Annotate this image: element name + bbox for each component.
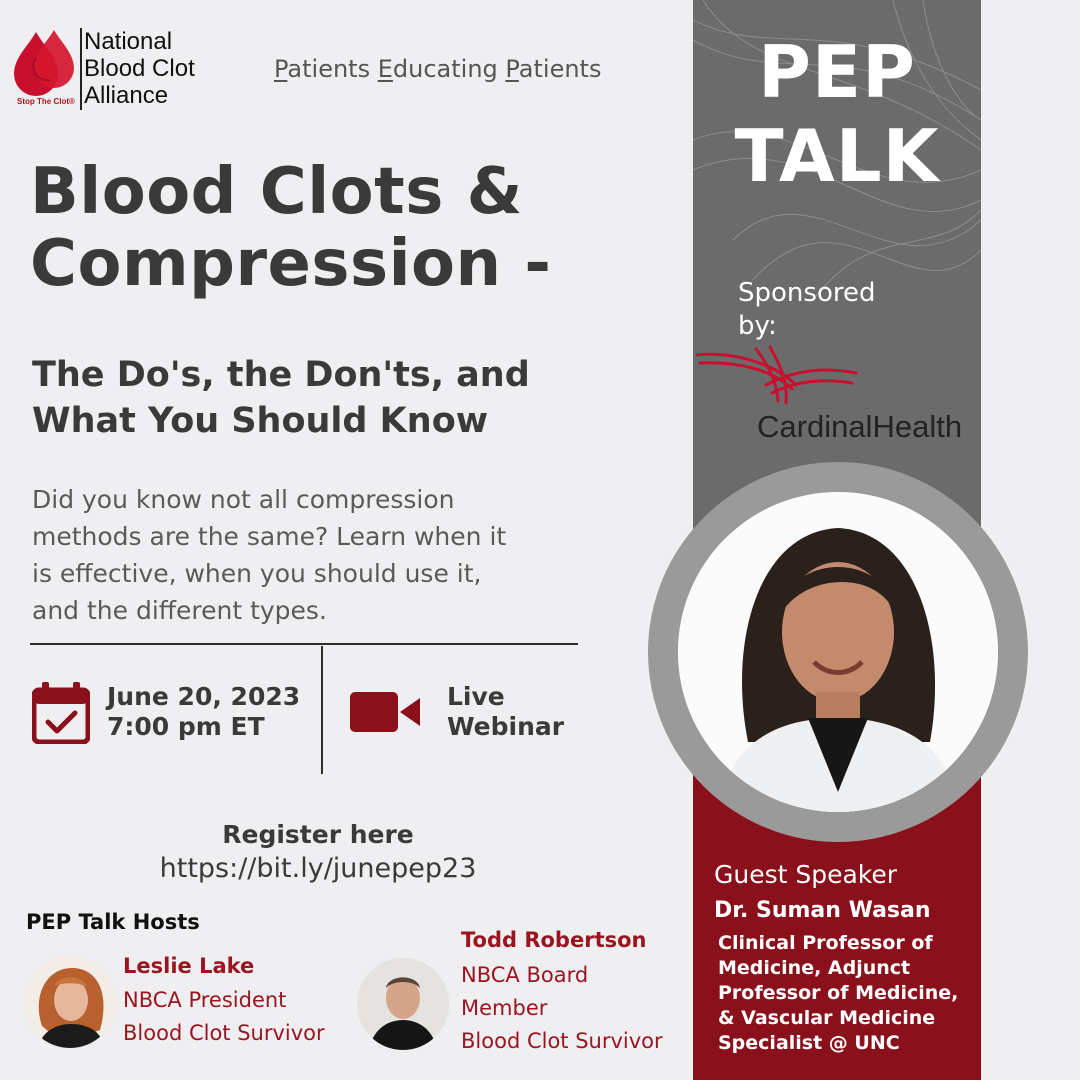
logo-line: Alliance xyxy=(84,82,169,109)
logo-tagline: Stop The Clot® xyxy=(17,97,75,106)
hosts-heading: PEP Talk Hosts xyxy=(26,910,200,934)
host-details xyxy=(461,959,663,1058)
sponsor-name xyxy=(757,409,962,445)
avatar xyxy=(357,958,449,1050)
register-label: Register here xyxy=(222,820,414,849)
program-tagline xyxy=(274,55,601,83)
page-subtitle xyxy=(32,352,652,444)
sponsor-name-part: Health xyxy=(872,409,963,444)
tagline-word: atients xyxy=(287,55,378,83)
tagline-initial: P xyxy=(505,55,519,83)
logo-divider xyxy=(80,28,82,110)
description-line: Did you know not all compression xyxy=(32,485,455,514)
description-line: methods are the same? Learn when it xyxy=(32,522,507,551)
host-detail-line: Blood Clot Survivor xyxy=(123,1021,325,1045)
description-line: is effective, when you should use it, xyxy=(32,559,482,588)
logo-line: Blood Clot xyxy=(84,55,195,82)
sponsored-by-label xyxy=(738,277,875,343)
pep-title-line: PEP xyxy=(758,30,916,114)
subtitle-line: The Do's, the Don'ts, and xyxy=(32,355,530,395)
video-camera-icon xyxy=(350,690,422,734)
host-name: Todd Robertson xyxy=(461,928,647,952)
host-name: Leslie Lake xyxy=(123,954,255,978)
logo-wordmark xyxy=(84,28,195,109)
tagline-word: ducating xyxy=(392,55,506,83)
credential-line: Clinical Professor of xyxy=(718,932,933,954)
sponsored-line: by: xyxy=(738,311,777,341)
speaker-portrait xyxy=(678,492,998,812)
event-date: June 20, 2023 xyxy=(107,682,301,711)
registration-block xyxy=(0,818,636,887)
pep-title-line: TALK xyxy=(734,114,940,198)
register-link[interactable]: https://bit.ly/junepep23 xyxy=(159,853,477,884)
tagline-initial: P xyxy=(274,55,288,83)
event-datetime xyxy=(107,682,300,742)
vertical-divider xyxy=(321,646,323,774)
speaker-name: Dr. Suman Wasan xyxy=(714,898,931,923)
host-detail-line: Member xyxy=(461,996,548,1020)
title-line: Compression - xyxy=(30,227,552,301)
calendar-check-icon xyxy=(32,682,90,744)
nbca-logo xyxy=(14,28,264,112)
format-line: Live xyxy=(447,682,505,711)
title-line: Blood Clots & xyxy=(30,155,523,229)
host-portrait xyxy=(357,958,449,1050)
description-line: and the different types. xyxy=(32,596,327,625)
event-description xyxy=(32,481,612,629)
event-format xyxy=(447,682,564,742)
speaker-credentials xyxy=(718,931,968,1056)
credential-line: Specialist @ UNC xyxy=(718,1032,900,1054)
sponsor-name-part: Cardinal xyxy=(757,409,873,444)
speaker-photo xyxy=(678,492,998,812)
pep-talk-title xyxy=(693,30,981,198)
avatar xyxy=(24,956,116,1048)
horizontal-divider xyxy=(30,643,578,645)
event-time: 7:00 pm ET xyxy=(107,712,265,741)
host-detail-line: Blood Clot Survivor xyxy=(461,1029,663,1053)
credential-line: & Vascular Medicine xyxy=(718,1007,936,1029)
host-details xyxy=(123,984,325,1050)
page-title xyxy=(30,156,680,300)
host-portrait xyxy=(24,956,116,1048)
host-detail-line: NBCA Board xyxy=(461,963,589,987)
blood-drops-icon xyxy=(14,28,78,98)
logo-line: National xyxy=(84,28,173,55)
tagline-word: atients xyxy=(518,55,602,83)
sponsored-line: Sponsored xyxy=(738,278,876,308)
credential-line: Professor of Medicine, xyxy=(718,982,959,1004)
credential-line: Medicine, Adjunct xyxy=(718,957,911,979)
guest-speaker-label: Guest Speaker xyxy=(714,860,898,889)
format-line: Webinar xyxy=(447,712,565,741)
host-detail-line: NBCA President xyxy=(123,988,287,1012)
subtitle-line: What You Should Know xyxy=(32,401,489,441)
tagline-initial: E xyxy=(377,55,393,83)
